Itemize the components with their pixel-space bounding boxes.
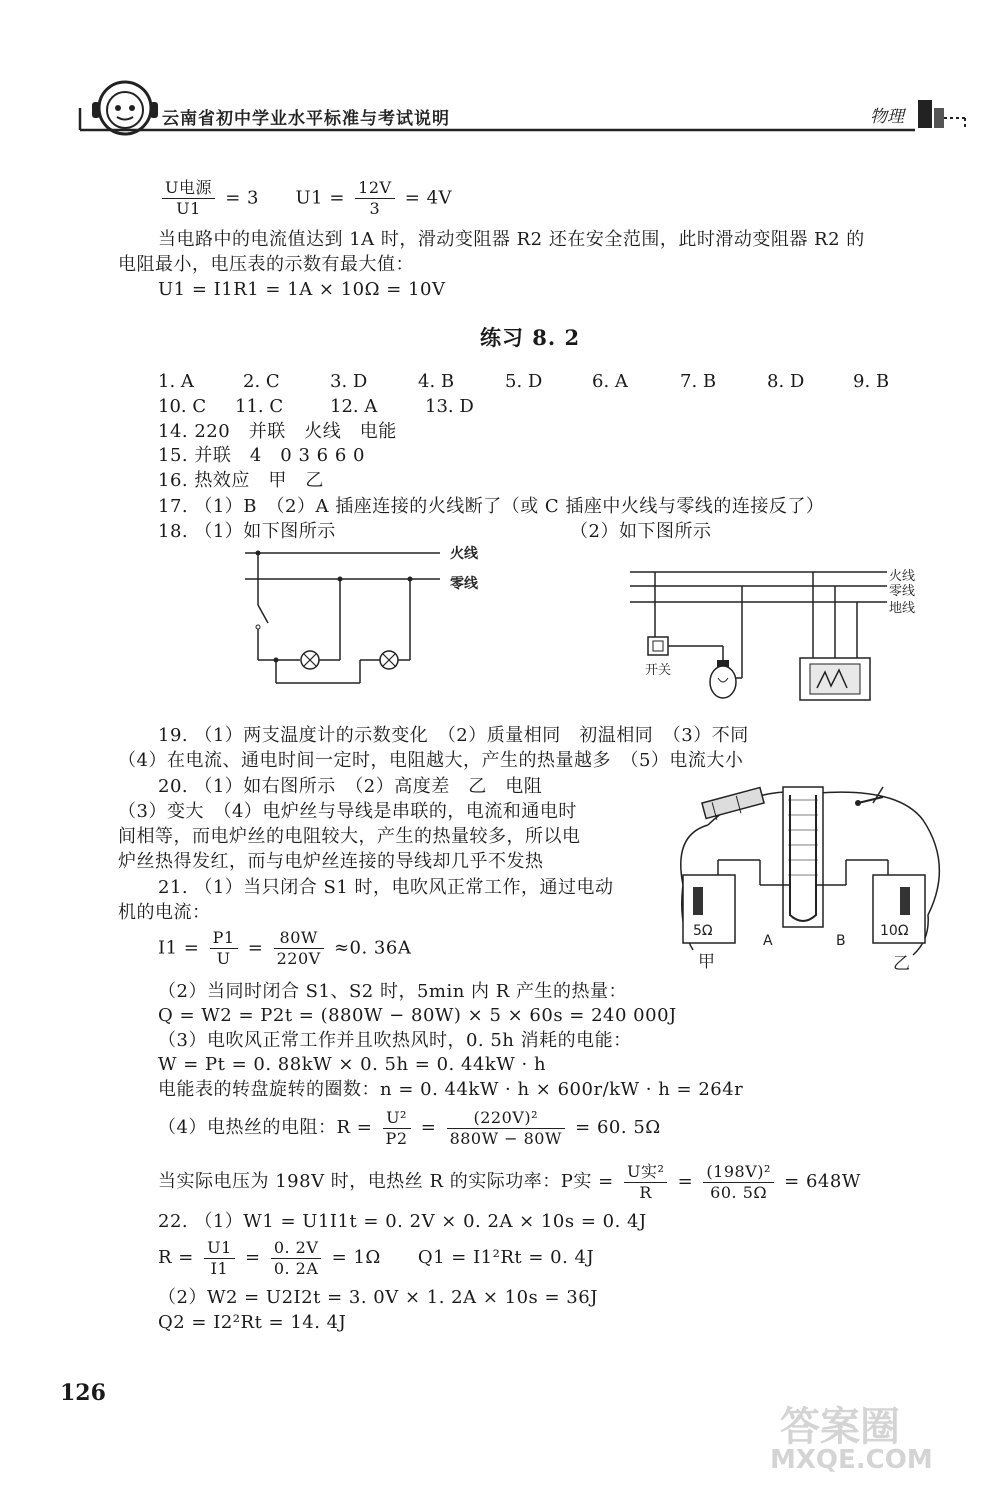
u-tube-manometer (760, 787, 846, 927)
answer-item: 10. C (158, 396, 207, 417)
heating-apparatus-diagram (668, 775, 953, 975)
answer-item: 13. D (425, 396, 474, 417)
answer-item: 11. C (235, 396, 284, 417)
fraction-12v-over-3: $\frac{12V}{3}$ (355, 178, 394, 219)
answer-21-line2: 机的电流： (118, 902, 211, 923)
section-title: 练习 8. 2 (480, 325, 581, 350)
answer-19-line1: 19. （1）两支温度计的示数变化 （2）质量相同 初温相同 （3）不同 (158, 725, 749, 746)
formula-revolutions: 电能表的转盘旋转的圈数：n = 0. 44kW · h × 600r/kW · h = 264r (158, 1079, 744, 1100)
answer-20-line1: 20. （1）如右图所示 （2）高度差 乙 电阻 (158, 776, 543, 797)
label-live-wire: 火线 (450, 546, 478, 562)
formula-resistance-r: （4）电热丝的电阻：R = $\frac{\text{U²}}{P2}$ = $\frac{\text{(220V)²}}{880W - 80W}$ = 60. 5Ω (158, 1107, 661, 1148)
fraction-u-source-over-u1: $\frac{\text{U电源}}{U1}$ (162, 178, 215, 219)
answer-item: 5. D (505, 371, 543, 392)
header-title: 云南省初中学业水平标准与考试说明 (162, 109, 450, 129)
answer-item: 3. D (330, 371, 368, 392)
formula-resistance-22: R = $\frac{U1}{I1}$ = $\frac{0. 2V}{0. 2A}$ = 1Ω Q1 = I1²Rt = 0. 4J (158, 1237, 595, 1278)
answer-21-part2: （2）当同时闭合 S1、S2 时，5min 内 R 产生的热量： (158, 981, 628, 1002)
formula-u1-max: U1 = I1R1 = 1A × 10Ω = 10V (158, 279, 446, 300)
label-switch: 开关 (645, 663, 672, 678)
answer-21-part3: （3）电吹风正常工作并且吹热风时，0. 5h 消耗的电能： (158, 1030, 632, 1051)
formula-heat-q: Q = W2 = P2t = (880W − 80W) × 5 × 60s = 240 000J (158, 1005, 677, 1026)
label-neutral-wire: 零线 (889, 584, 916, 599)
answer-22-line1: 22. （1）W1 = U1I1t = 0. 2V × 0. 2A × 10s = 0. 4J (158, 1211, 647, 1232)
formula-current-i1: I1 = $\frac{P1}{U}$ = $\frac{80W}{220V}$ ≈0. 36A (158, 928, 412, 968)
answer-17: 17. （1）B （2）A 插座连接的火线断了（或 C 插座中火线与零线的连接反了） (158, 496, 825, 517)
answer-20-line4: 炉丝热得发红，而与电炉丝连接的导线却几乎不发热 (118, 851, 544, 872)
label-jia: 甲 (698, 952, 715, 972)
label-live-wire: 火线 (889, 569, 916, 584)
page-number: 126 (60, 1380, 106, 1406)
header-subject: 物理 (870, 107, 904, 127)
answer-item: 8. D (767, 371, 805, 392)
label-neutral-wire: 零线 (450, 576, 478, 592)
answer-18-part2: （2）如下图所示 (570, 521, 712, 542)
answer-15: 15. 并联 4 0 3 6 6 0 (158, 445, 365, 466)
answer-item: 4. B (418, 371, 455, 392)
answer-item: 1. A (158, 371, 194, 392)
answer-item: 6. A (592, 371, 628, 392)
circuit-diagram-2 (625, 560, 925, 710)
light-bulb-icon (710, 660, 736, 698)
socket-icon (800, 658, 870, 700)
label-10-ohm: 10Ω (880, 923, 909, 939)
label-5-ohm: 5Ω (693, 923, 713, 939)
answer-item: 12. A (330, 396, 378, 417)
answer-item: 2. C (243, 371, 280, 392)
battery-icon (702, 788, 764, 820)
switch-icon (648, 637, 668, 655)
page-header (70, 78, 970, 138)
answer-19-line2: （4）在电流、通电时间一定时，电阻越大，产生的热量越多 （5）电流大小 (118, 750, 744, 771)
label-yi: 乙 (893, 954, 910, 974)
label-b: B (836, 933, 846, 949)
answer-item: 7. B (680, 371, 717, 392)
answer-20-line2: （3）变大 （4）电炉丝与导线是串联的，电流和通电时 (118, 801, 577, 822)
formula-actual-power: 当实际电压为 198V 时，电热丝 R 的实际功率：P实 = $\frac{\text{U实²}}{R}$ = $\frac{\text{(198V)²}}{60. 5\Omega}$ = 648W (158, 1161, 861, 1202)
answer-16: 16. 热效应 甲 乙 (158, 470, 324, 491)
lamp-icon (301, 651, 319, 669)
label-ground-wire: 地线 (889, 601, 916, 616)
answer-18-part1: 18. （1）如下图所示 (158, 521, 336, 542)
watermark-logo: 答案圈 (780, 1404, 900, 1450)
lamp-icon (380, 651, 398, 669)
answer-21-line1: 21. （1）当只闭合 S1 时，电吹风正常工作，通过电动 (158, 877, 614, 898)
answer-14: 14. 220 并联 火线 电能 (158, 421, 397, 442)
paragraph-line: 当电路中的电流值达到 1A 时，滑动变阻器 R2 还在安全范围，此时滑动变阻器 R2 的 (158, 229, 865, 250)
answer-item: 9. B (853, 371, 890, 392)
paragraph-line: 电阻最小，电压表的示数有最大值： (118, 254, 414, 275)
formula-energy-w: W = Pt = 0. 88kW × 0. 5h = 0. 44kW · h (158, 1054, 547, 1075)
formula-line-1: $\frac{\text{U电源}}{U1}$ = 3 U1 = $\frac{12V}{3}$ = 4V (158, 178, 452, 219)
answer-20-line3: 间相等，而电炉丝的电阻较大，产生的热量较多，所以电 (118, 826, 581, 847)
label-a: A (763, 933, 773, 949)
answer-22-line4: Q2 = I2²Rt = 14. 4J (158, 1312, 347, 1333)
watermark-url: MXQE.COM (770, 1445, 933, 1475)
circuit-diagram-1 (240, 545, 500, 695)
switch-icon (855, 787, 883, 806)
answer-22-line3: （2）W2 = U2I2t = 3. 0V × 1. 2A × 10s = 36J (158, 1287, 598, 1308)
